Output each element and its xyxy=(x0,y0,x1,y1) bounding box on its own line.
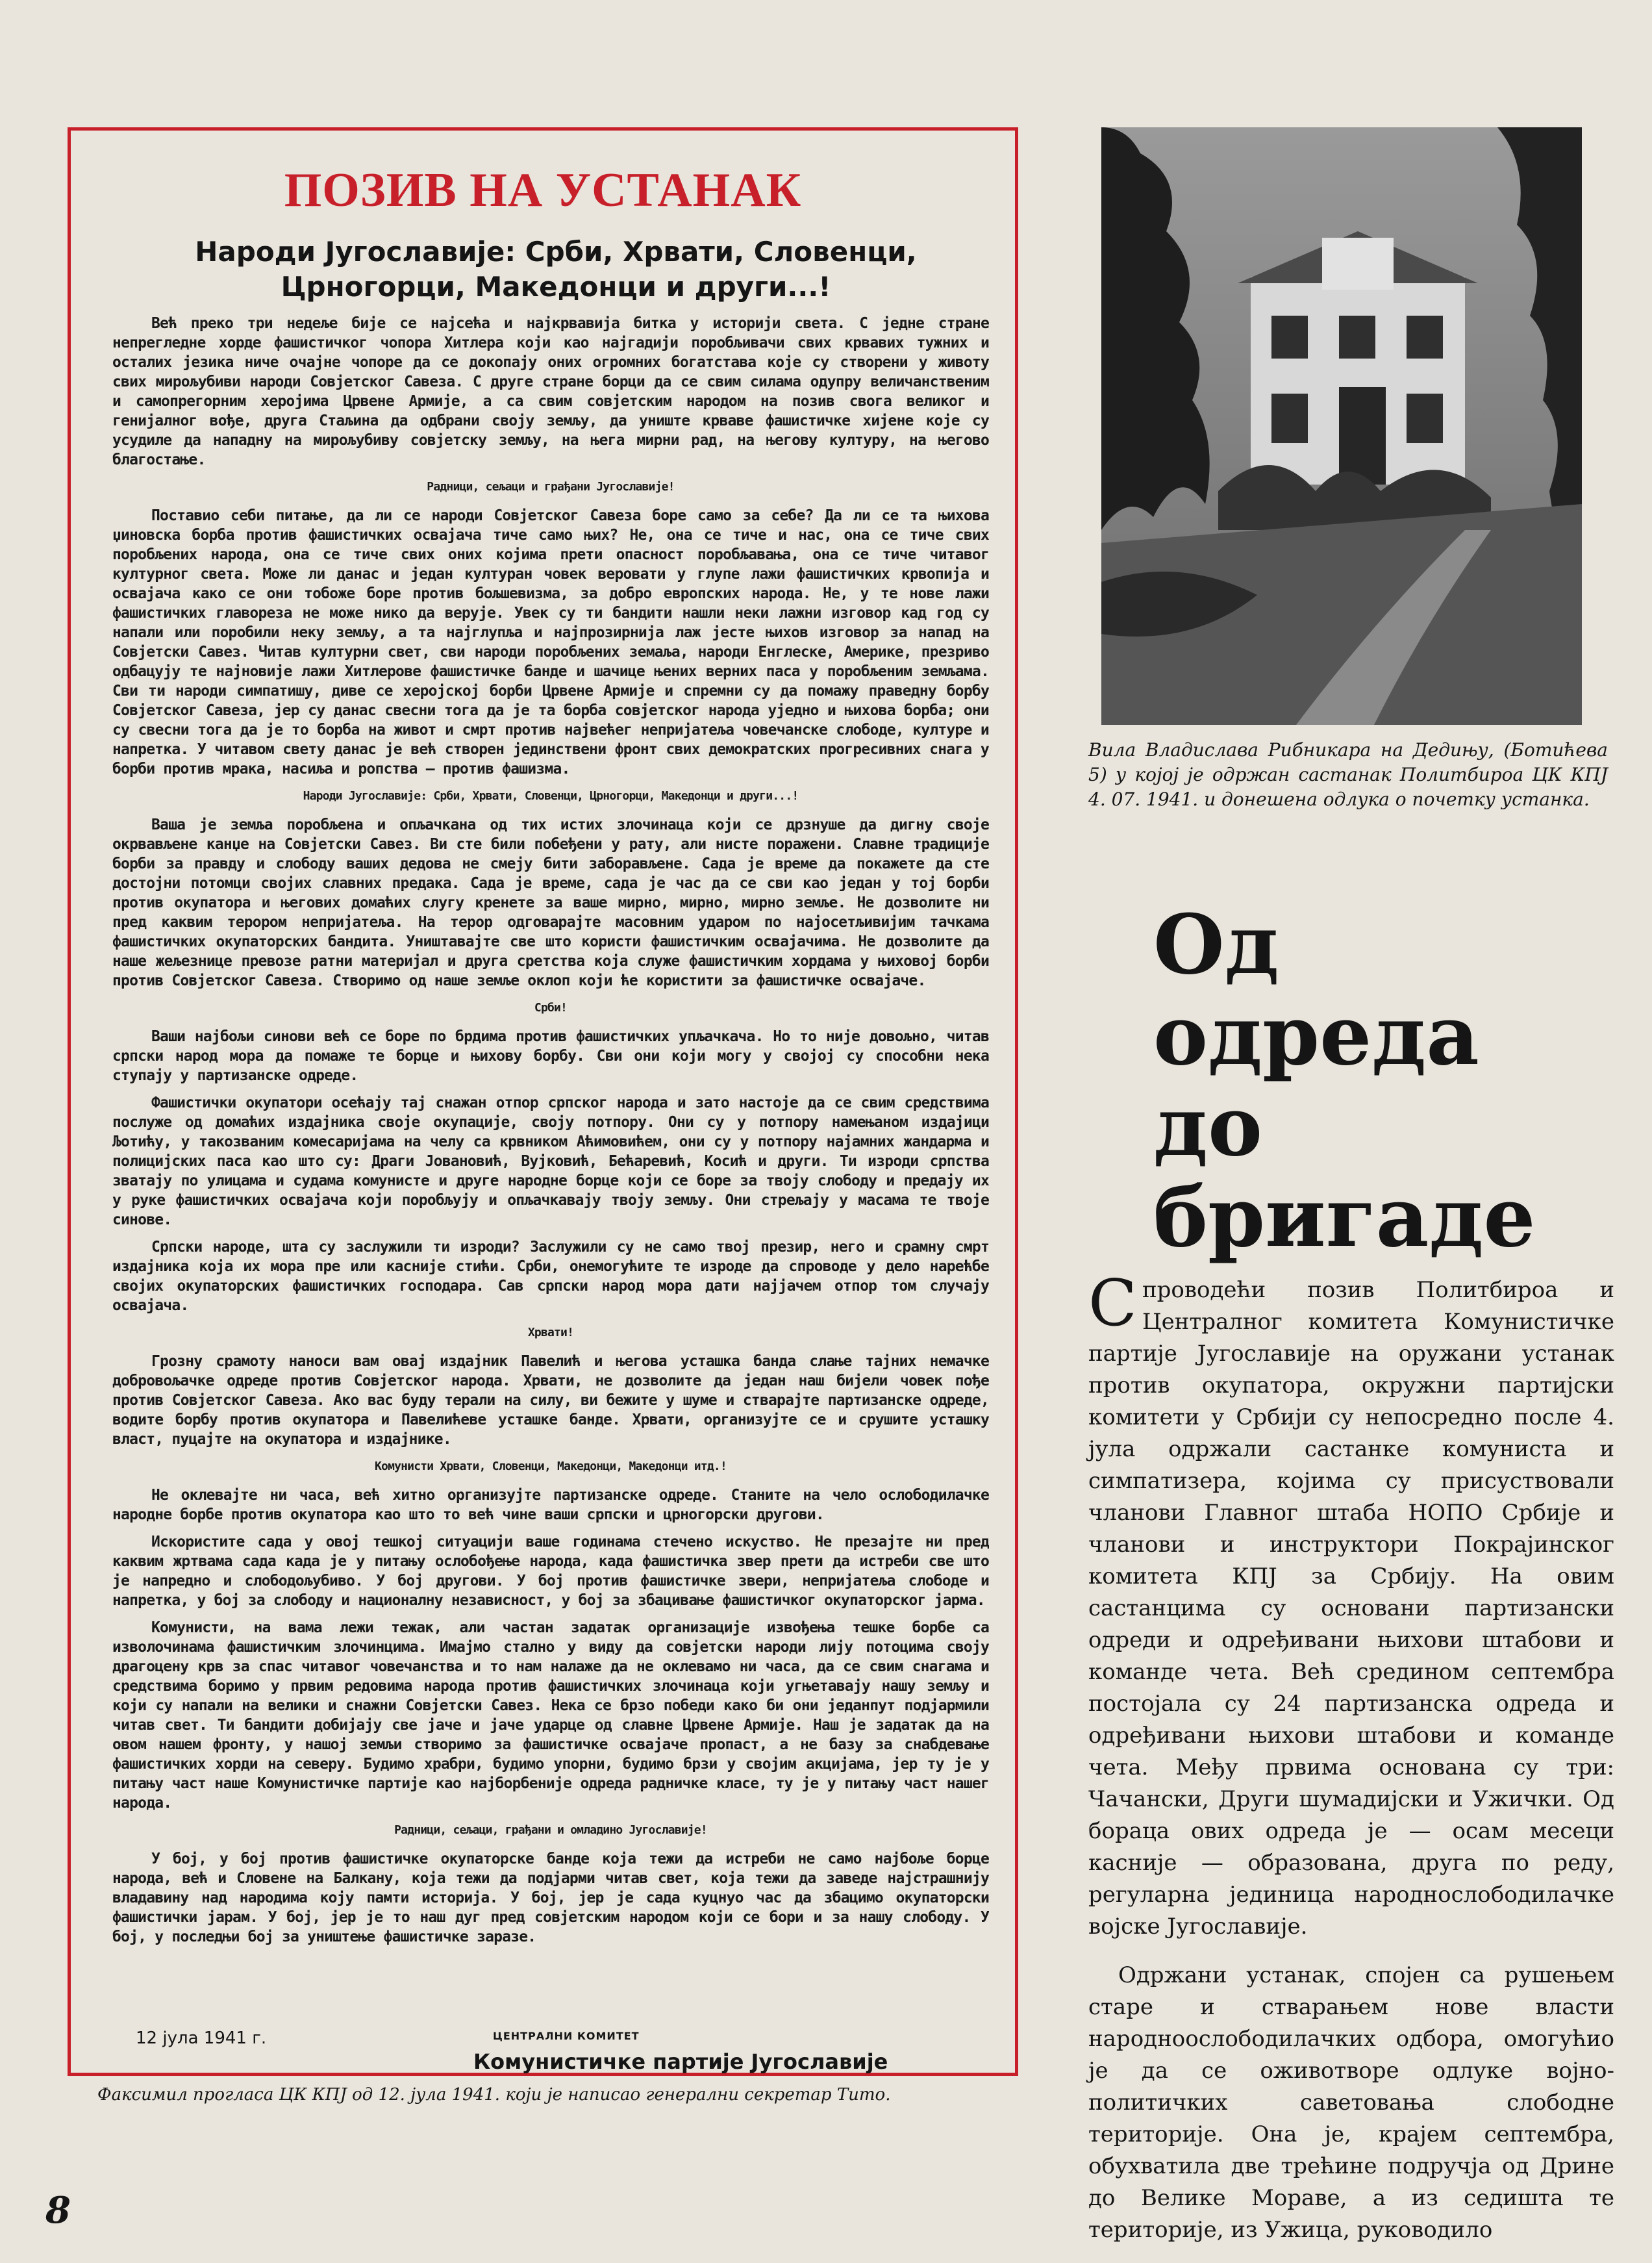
page-number: 8 xyxy=(45,2189,71,2232)
proclamation-paragraph: Ваша је земља поробљена и опљачкана од тих истих злочинаца који се дрзнуше да дигну своје окрвављене канџе на Совјетски Савез. Ви сте били побеђени у рату, али нисте поражени. Славне традиције борби за правду и слободу ваших дедова не смеју бити заборављене. Сада је време да покажете да сте достојни потомци својих славних предака. Сада је време, сада је час да се сви као један у тој борби против окупатора и његових домаћих слугу кренете за ваше мирно, мирно, мирно земље. Не дозволите ни пред каквим терором непријатеља. На терор одговарајте масовним ударом по најосетљивијим тачкама фашистичких окупаторских бандита. Уништавајте све што користи фашистичким освајачима. Не дозволите да наше жељезнице превозе ратни материјал и друга сретства која служе фашистичким хордама у њиховој борби против Совјетског Савеза. Створимо од наше земље оклоп који ће користити за фашистичке освајаче. xyxy=(112,816,989,989)
villa-photo xyxy=(1101,127,1582,725)
article-paragraph xyxy=(1088,1267,1614,1943)
signature-committee: ЦЕНТРАЛНИ КОМИТЕТ xyxy=(493,2030,640,2042)
proclamation-subhead: Срби! xyxy=(534,1001,568,1015)
proclamation-date: 12 јула 1941 г. xyxy=(136,2029,267,2048)
signature-party: Комунистичке партије Југославије xyxy=(473,2049,888,2074)
proclamation-paragraph: Ваши најбољи синови већ се боре по брдима против фашистичких упљачкача. Но то није довољно, читав српски народ мора да помаже те борце и њихову борбу. Сви они који могу у својој су способни нека ступају у партизанске одреде. xyxy=(112,1028,989,1084)
proclamation-paragraph: Комунисти, на вама лежи тежак, али частан задатак организације извођења тешке борбе са изволочинама фашистичким злочинцима. Имајмо стално у виду да совјетски народи лију потоцима своју драгоцену крв за спас читавог човечанства и то нам налаже да не оклевамо ни часа, да се свим снагама и средствима боримо у првим редовима народа против фашистичких злочинаца који угњетавају нашу земљу и који су напали на велики и снажни Совјетски Савез. Нека се брзо победи како би они једанпут подјармили читав свет. Ти бандити добијају све јаче и јаче ударце од славне Црвене Армије. Наш је задатак да на овом нашем фронту, у нашој земљи створимо за фашистичке освајаче пропаст, а не базу за снабдевање фашистичких хорди на северу. Будимо храбри, будимо упорни, будимо брзи у својим акцијама, јер ту је у питању част наше Комунистичке партије као најборбеније одреда радничке класе, ту је у питању част нашег народа. xyxy=(112,1619,989,1812)
article-body xyxy=(1088,1267,1614,2263)
proclamation-paragraph: Искористите сада у овој тешкој ситуацији ваше годинама стечено искуство. Не презајте ни пред каквим жртвама сада када је у питању ослобођење народа, када фашистичка звер прети да истреби све што је напредно и слободољубиво. У бој другови. У бој против фашистичке звери, непријатеља слободе и напретка, у бој за слободу и националну независност, у бој за збацивање фашистичког окупаторског јарма. xyxy=(112,1534,989,1609)
proclamation-subhead: Народи Југославије: Срби, Хрвати, Словенци, Црногорци, Македонци и други...! xyxy=(303,789,799,803)
proclamation-paragraph: Не оклевајте ни часа, већ хитно организујте партизанске одреде. Станите на чело ослободилачке народне борбе против окупатора као што то већ чине ваши српски и црногорски другови. xyxy=(112,1487,989,1523)
proclamation-paragraph: У бој, у бој против фашистичке окупаторске банде која тежи да истреби не само најбоље борце народа, већ и Словене на Балкану, која тежи да подјарми читав свет, која тежи да заведе најстрашнију владавину над народима коју памти историја. У бој, јер је сада куцнуо час да збацимо окупаторски фашистички јарам. У бој, јер је то наш дуг пред совјетским народом који се бори и за нашу слободу. У бој, у последњи бој за уништење фашистичке заразе. xyxy=(112,1851,989,1945)
article-paragraph: Одржани устанак, спојен са рушењем старе и стварањем нове власти народноослободилачких одбора, омогућио је да се оживотворе одлуке војно-политичких саветовања слободне територије. Она је, крајем септембра, обухватила две трећине подручја од Дрине до Велике Мораве, а из седишта те територије, из Ужица, руководило xyxy=(1088,1962,1614,2243)
proclamation-paragraph: Грозну срамоту наноси вам овај издајник Павелић и његова усташка банда слање тајних немачке добровољачке одреде против Совјетског народа. Хрвати, не дозволите да један наш бијели човек пође против Совјетског Савеза. Ако вас буду терали на силу, ви бежите у шуме и стварајте партизанске одреде, водите борбу против окупатора и Павелићеве усташке банде. Хрвати, организујте се и срушите усташку власт, пуцајте на окупатора и издајнике. xyxy=(112,1353,989,1448)
article-title-line: бригаде xyxy=(1153,1169,1536,1265)
proclamation-title: ПОЗИВ НА УСТАНАК xyxy=(284,164,802,217)
proclamation-paragraph: Већ преко три недеље бије се најсећа и најкрвавија битка у историји света. С једне стране непрегледне хорде фашистичког чопора Хитлера који као најгадији поробљивачи свих крвавих тужних и осталих језика ниче очајне чопоре да се докопају оних огромних богатстава које су створени у животу свих мирољубиви народи Совјетског Савеза. С друге стране борци да се свим силама одупру величанственим и самопрегорним херојима Црвене Армије, а са свим совјетским народом на позив свога великог и генијалног вође, друга Стаљина да одбрани своју земљу, да униште крваве фашистичке хијене које су усудиле да нападну на мирољубиву совјетску земљу, на њега мирни рад, на његову културу, на његово благостање. xyxy=(112,315,989,468)
proclamation-subhead: Радници, сељаци, грађани и омладино Југославије! xyxy=(394,1823,707,1837)
article-title-line: одреда xyxy=(1153,987,1479,1083)
proclamation-paragraph: Поставио себи питање, да ли се народи Совјетског Савеза боре само за себе? Да ли се та њихова џиновска борба против фашистичких освајача тиче само њих? Не, она се тиче и нас, она се тиче свих поробљених народа, она се тиче свих оних којима прети опасност поробљавања, она се тиче читавог културног света. Може ли данас и један културан човек веровати у глупе лажи фашистичких крвопија и освајача како се они тобоже боре против бољшевизма, за добро европских народа. Не, у те нове лажи фашистичких главореза не може нико да верује. Увек су ти бандити нашли неки лажни изговор кад год су напали или поробили неку земљу, а та најглупља и најпрозирнија лаж јесте њихов изговор за напад на Совјетски Савез. Читав културни свет, сви народи поробљених земаља, народи Енглеске, Америке, презриво одбацују те најновије лажи Хитлерове фашистичке банде и шачице њених верних паса у поробљеним земљама. Сви ти народи симпатишу, диве се херојској борби Црвене Армије и спремни су да помажу праведну борбу Совјетског Савеза, јер су данас свесни тога да је та борба совјетског народа уједно и њихова борба; они су свесни тога да је то борба на живот и смрт против највећег непријатеља човечанске слободе, културе и напретка. У читавом свету данас је већ створен јединствени фронт свих демократских прогресивних снага у борби против мрака, насиља и ропства — против фашизма. xyxy=(112,507,989,778)
article-title-line: до xyxy=(1153,1078,1263,1174)
proclamation-subhead: Комунисти Хрвати, Словенци, Македонци, Македонци итд.! xyxy=(375,1460,727,1473)
article-title-line: Од xyxy=(1153,896,1279,992)
proclamation-subhead: Хрвати! xyxy=(527,1326,574,1339)
article-paragraph-text: проводећи позив Политбироа и Централног комитета Комунистичке партије Југославије на оружани устанак против окупатора, окружни партијски комитети у Србији су непосредно после 4. јула одржали састанке комуниста и симпатизера, којима су присуствовали чланови Главног штаба НОПО Србије и чланови и инструктори Покрајинског комитета КПЈ за Србију. На овим састанцима су основани партизански одреди и одређивани њихови штабови и команде чета. Већ средином септембра постојала су 24 партизанска одреда и одређивани њихови штабови и команде чета. Међу првима основана су три: Чачански, Други шумадијски и Ужички. Од бораца ових одреда је — осам месеци касније — образована, друга по реду, регуларна јединица народнослободилачке војске Југославије. xyxy=(1088,1277,1614,1940)
proclamation-body xyxy=(112,314,989,2029)
proclamation-facsimile xyxy=(68,127,1018,2076)
proclamation-subhead: Радници, сељаци и грађани Југославије! xyxy=(427,480,675,494)
facsimile-caption: Факсимил прогласа ЦК КПЈ од 12. јула 1941. који је написао генерални секретар Тито. xyxy=(97,2085,891,2105)
article-title xyxy=(1153,896,1536,1265)
villa-photo-image xyxy=(1101,127,1582,725)
drop-cap: С xyxy=(1088,1267,1137,1341)
proclamation-paragraph: Српски народе, шта су заслужили ти изроди? Заслужили су не само твој презир, него и срамну смрт издајника која их мора пре или касније стићи. Срби, онемогућите те изроде да спроводе у дело нарећбе својих окупаторских фашистичких господара. Сав српски народ мора дати најјачем отпор том случају освајача. xyxy=(112,1239,989,1314)
photo-caption: Вила Владислава Рибникара на Дедињу, (Ботићева 5) у којој је одржан састанак Политбироа ЦК КПЈ 4. 07. 1941. и донешена одлука о почетку устанка. xyxy=(1088,739,1608,810)
proclamation-paragraph: Фашистички окупатори осећају тај снажан отпор српског народа и зато настоје да се свим средствима послуже од домаћих издајника своје окупације, своју потпору. Они су у потпору намењаном издајици Љотићу, у такозваним комесаријама на челу са крвником Аћимовићем, они су у потпору најамних жандарма и полицијских паса као што су: Драги Јовановић, Вујковић, Бећаревић, Косић и други. Ти изроди српства зватају по улицама и судама комунисте и друге народне борце који се боре за твоју слободу и предају их у руке фашистичких освајача који поробљују и опљачкавају твоју земљу. Они стрељају у масама те твоје синове. xyxy=(112,1094,989,1228)
proclamation-heading: Народи Југославије: Срби, Хрвати, Словенци, Црногорци, Македонци и други...! xyxy=(195,236,917,303)
